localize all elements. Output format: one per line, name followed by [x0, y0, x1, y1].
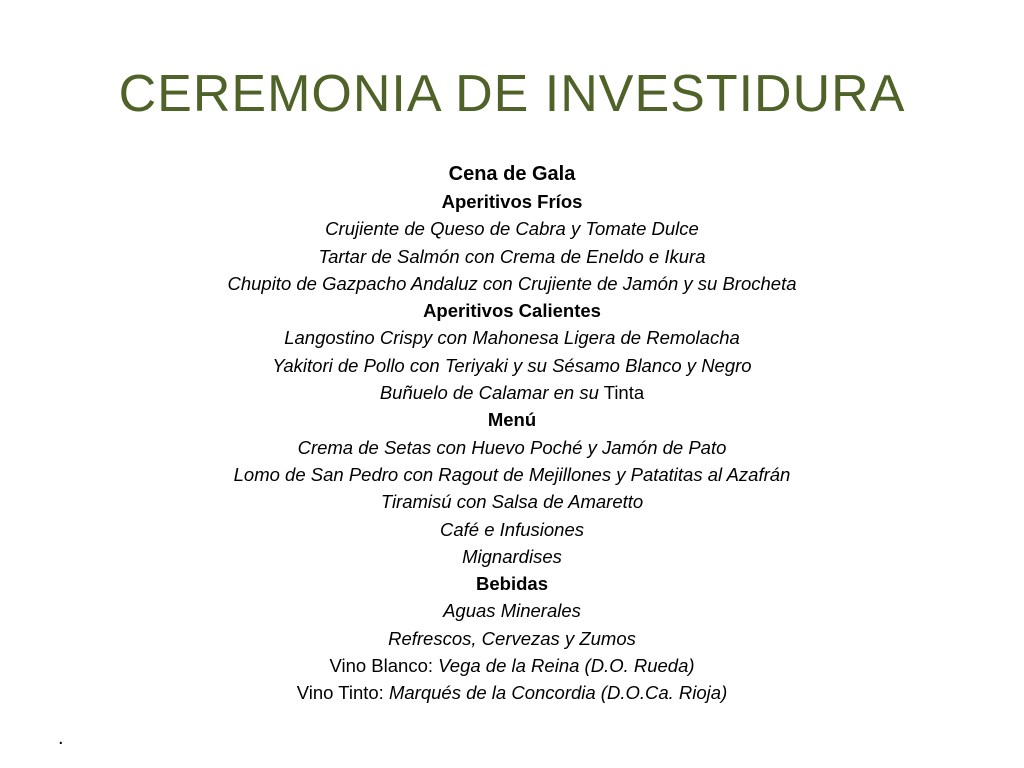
slide-title: CEREMONIA DE INVESTIDURA	[118, 65, 906, 123]
wine-name: Marqués de la Concordia (D.O.Ca. Rioja)	[388, 682, 728, 704]
menu-subtitle: Cena de Gala	[448, 163, 576, 185]
wine-label: Vino Blanco:	[329, 655, 439, 677]
menu-item-white-wine	[0, 652, 1024, 679]
menu-item: Mignardises	[462, 545, 562, 567]
menu-item: Tiramisú con Salsa de Amaretto	[380, 491, 644, 513]
menu-item: Chupito de Gazpacho Andaluz con Crujiente de Jamón y su Brocheta	[227, 272, 797, 294]
section-heading-drinks: Bebidas	[476, 573, 548, 595]
menu-item-red-wine	[0, 679, 1024, 706]
menu-item: Café e Infusiones	[440, 518, 584, 540]
menu-item: Refrescos, Cervezas y Zumos	[388, 627, 636, 649]
section-heading-cold: Aperitivos Fríos	[441, 191, 583, 212]
footer-mark: .	[58, 727, 64, 749]
menu-item-plain-part: Tinta	[598, 382, 645, 404]
menu-item: Yakitori de Pollo con Teriyaki y su Sésamo Blanco y Negro	[272, 354, 752, 376]
menu-item: Crujiente de Queso de Cabra y Tomate Dulce	[325, 218, 699, 240]
menu-item-italic-part: Buñuelo de Calamar en su	[379, 382, 599, 404]
menu-item: Langostino Crispy con Mahonesa Ligera de Remolacha	[284, 327, 740, 349]
wine-name: Vega de la Reina (D.O. Rueda)	[438, 655, 695, 677]
section-heading-menu: Menú	[487, 409, 537, 431]
menu-item: Tartar de Salmón con Crema de Eneldo e Ikura	[318, 245, 706, 267]
section-heading-hot: Aperitivos Calientes	[423, 300, 601, 322]
menu-item	[0, 379, 1024, 406]
wine-label: Vino Tinto:	[296, 682, 389, 704]
menu-item: Lomo de San Pedro con Ragout de Mejillones y Patatitas al Azafrán	[233, 463, 791, 485]
menu-item: Aguas Minerales	[443, 600, 581, 622]
menu-body	[0, 160, 1024, 707]
menu-item: Crema de Setas con Huevo Poché y Jamón de Pato	[297, 436, 727, 458]
